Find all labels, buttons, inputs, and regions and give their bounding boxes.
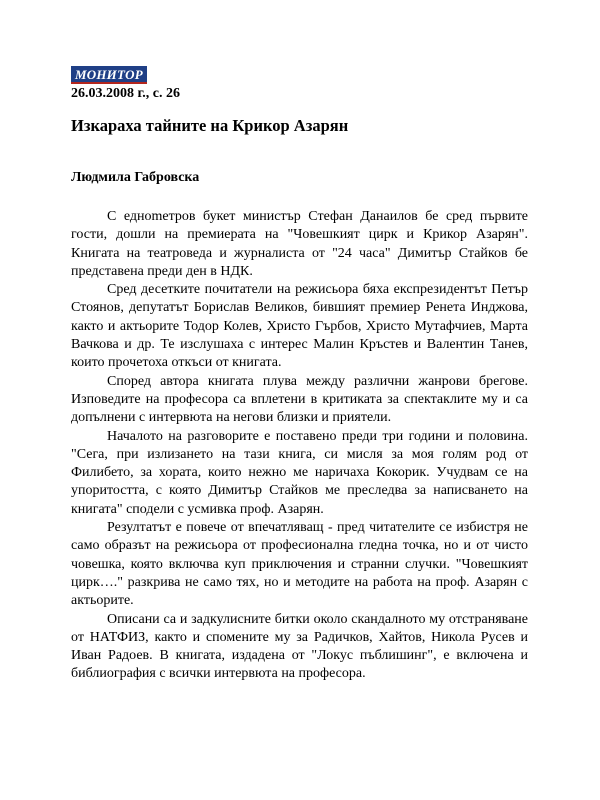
article-body bbox=[71, 208, 528, 684]
paragraph: Описани са и задкулисните битки около скандалното му отстраняване от НАТФИЗ, както и спомените му за Радичков, Хайтов, Никола Русев и Иван Радоев. В книгата, издадена от "Локус пъблишинг", е включена и библиография с всички интервюта на професора. bbox=[71, 611, 528, 682]
paragraph: Резултатът е повече от впечатляващ - пред читателите се избистря не само образът на режисьора от професионална гледна точка, но и от чисто човешка, която включва куп приключения и странни случки. "Човешкият цирк…." разкрива не само тях, но и методите на работа на проф. Азарян с актьорите. bbox=[71, 520, 528, 609]
dateline: 26.03.2008 г., с. 26 bbox=[71, 86, 180, 101]
newspaper-logo: МОНИТОР bbox=[71, 66, 147, 84]
article-title: Изкараха тайните на Крикор Азарян bbox=[71, 116, 349, 135]
paragraph: С едноmетров букет министър Стефан Данаилов бе сред първите гости, дошли на премиерата на "Човешкият цирк и Крикор Азарян". Книгата на театроведа и журналиста от "24 часа" Димитър Стайков бе представена преди ден в НДК. bbox=[71, 209, 528, 279]
paragraph: Според автора книгата плува между различни жанрови брегове. Изповедите на професора са вплетени в критиката за спектаклите му и са допълнени с интервюта на негови близки и приятели. bbox=[71, 373, 528, 426]
paragraph: Сред десетките почитатели на режисьора бяха експрезидентът Петър Стоянов, депутатът Борислав Великов, бившият премиер Ренета Инджова, както и актьорите Тодор Колев, Христо Гърбов, Христо Мутафчиев, Марта Вачкова и др. Те изслушаха с интерес Малин Кръстев и Валентин Танев, които прочетоха откъси от книгата. bbox=[71, 282, 528, 371]
paragraph: Началото на разговорите е поставено преди три години и половина. "Сега, при излизането на тази книга, си мисля за моя голям род от Филибето, за хората, които нежно ме наричаха Кокорик. Учудвам се на упоритостта, с която Димитър Стайков ме преследва за написването на книгата" сподели с усмивка проф. Азарян. bbox=[71, 428, 528, 517]
article-author: Людмила Габровска bbox=[71, 170, 200, 185]
document-page bbox=[71, 66, 528, 684]
